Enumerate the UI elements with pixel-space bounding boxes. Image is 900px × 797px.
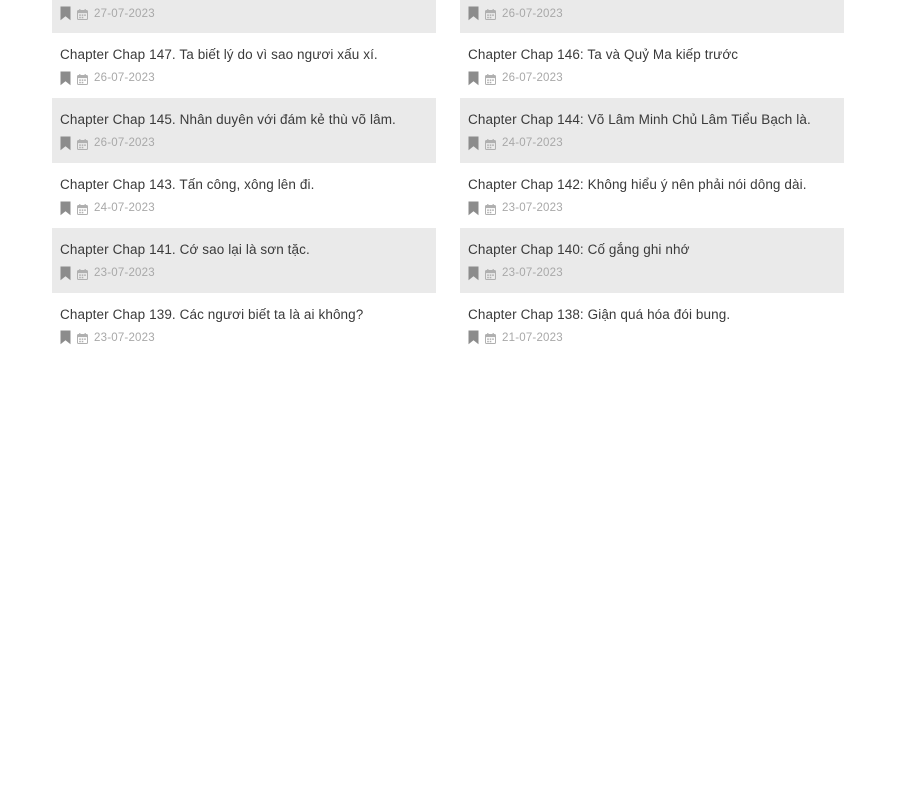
chapter-meta xyxy=(468,330,836,345)
chapter-date: 27-07-2023 xyxy=(94,7,155,20)
chapter-list-item[interactable] xyxy=(52,228,436,293)
chapter-title[interactable]: Chapter Chap 140: Cố gắng ghi nhớ xyxy=(468,241,690,257)
bookmark-icon[interactable] xyxy=(60,201,71,216)
bookmark-icon[interactable] xyxy=(60,136,71,151)
chapter-date: 23-07-2023 xyxy=(94,267,155,279)
bookmark-icon[interactable] xyxy=(468,201,479,216)
chapter-list-item[interactable] xyxy=(52,98,436,163)
chapter-list-item[interactable] xyxy=(52,0,436,33)
chapter-date: 26-07-2023 xyxy=(502,7,563,20)
calendar-icon xyxy=(77,9,88,20)
chapter-meta xyxy=(468,0,836,21)
calendar-icon xyxy=(485,269,496,280)
chapter-date: 26-07-2023 xyxy=(502,72,563,85)
chapter-meta xyxy=(468,136,836,151)
chapter-date: 21-07-2023 xyxy=(502,331,563,344)
chapter-date: 24-07-2023 xyxy=(94,202,155,215)
chapter-date: 23-07-2023 xyxy=(502,267,563,279)
chapter-title[interactable]: Chapter Chap 146: Ta và Quỷ Ma kiếp trước xyxy=(468,47,739,62)
bookmark-icon[interactable] xyxy=(60,6,71,21)
calendar-icon xyxy=(485,333,496,344)
chapter-title[interactable]: Chapter Chap 144: Võ Lâm Minh Chủ Lâm Tiểu Bạch là. xyxy=(468,111,811,127)
chapter-date: 26-07-2023 xyxy=(94,72,155,85)
calendar-icon xyxy=(77,269,88,280)
chapter-meta xyxy=(60,71,428,86)
chapter-title[interactable]: Chapter Chap 143. Tấn công, xông lên đi. xyxy=(60,176,315,192)
chapter-title[interactable]: Chapter Chap 141. Cớ sao lại là sơn tặc. xyxy=(60,241,310,257)
calendar-icon xyxy=(77,204,88,215)
calendar-icon xyxy=(77,333,88,344)
calendar-icon xyxy=(485,74,496,85)
bookmark-icon[interactable] xyxy=(468,6,479,21)
chapter-list-item[interactable] xyxy=(460,98,844,163)
chapter-date: 23-07-2023 xyxy=(94,331,155,344)
chapter-title[interactable]: Chapter Chap 147. Ta biết lý do vì sao ngươi xấu xí. xyxy=(60,47,378,62)
chapter-list-item[interactable] xyxy=(460,0,844,33)
chapter-column-right xyxy=(460,0,844,357)
bookmark-icon[interactable] xyxy=(468,330,479,345)
bookmark-icon[interactable] xyxy=(468,136,479,151)
chapter-meta xyxy=(60,0,428,21)
chapter-list-item[interactable] xyxy=(460,163,844,228)
chapter-meta xyxy=(60,136,428,151)
chapter-meta xyxy=(60,330,428,345)
chapter-title[interactable]: Chapter Chap 139. Các ngươi biết ta là ai không? xyxy=(60,306,364,322)
calendar-icon xyxy=(485,9,496,20)
calendar-icon xyxy=(485,139,496,150)
chapter-meta xyxy=(60,266,428,281)
chapter-list-item[interactable] xyxy=(460,293,844,358)
chapter-meta xyxy=(60,201,428,216)
bookmark-icon[interactable] xyxy=(60,71,71,86)
bookmark-icon[interactable] xyxy=(60,266,71,281)
chapter-list-item[interactable] xyxy=(52,33,436,98)
bookmark-icon[interactable] xyxy=(60,330,71,345)
chapter-date: 26-07-2023 xyxy=(94,137,155,150)
chapter-date: 23-07-2023 xyxy=(502,202,563,215)
chapter-title[interactable]: Chapter Chap 138: Giận quá hóa đói bung. xyxy=(468,306,731,322)
chapter-title[interactable]: Chapter Chap 145. Nhân duyên với đám kẻ thù võ lâm. xyxy=(60,111,396,127)
calendar-icon xyxy=(77,74,88,85)
chapter-date: 24-07-2023 xyxy=(502,137,563,150)
chapter-grid xyxy=(52,0,848,357)
chapter-meta xyxy=(468,201,836,216)
chapter-meta xyxy=(468,71,836,86)
chapter-meta xyxy=(468,266,836,281)
chapter-list-item[interactable] xyxy=(52,163,436,228)
chapter-list-item[interactable] xyxy=(460,33,844,98)
chapter-list-item[interactable] xyxy=(52,293,436,358)
chapter-title[interactable]: Chapter Chap 142: Không hiểu ý nên phải nói dông dài. xyxy=(468,176,807,192)
calendar-icon xyxy=(77,139,88,150)
chapter-list-item[interactable] xyxy=(460,228,844,293)
bookmark-icon[interactable] xyxy=(468,266,479,281)
bookmark-icon[interactable] xyxy=(468,71,479,86)
calendar-icon xyxy=(485,204,496,215)
chapter-column-left xyxy=(52,0,436,357)
